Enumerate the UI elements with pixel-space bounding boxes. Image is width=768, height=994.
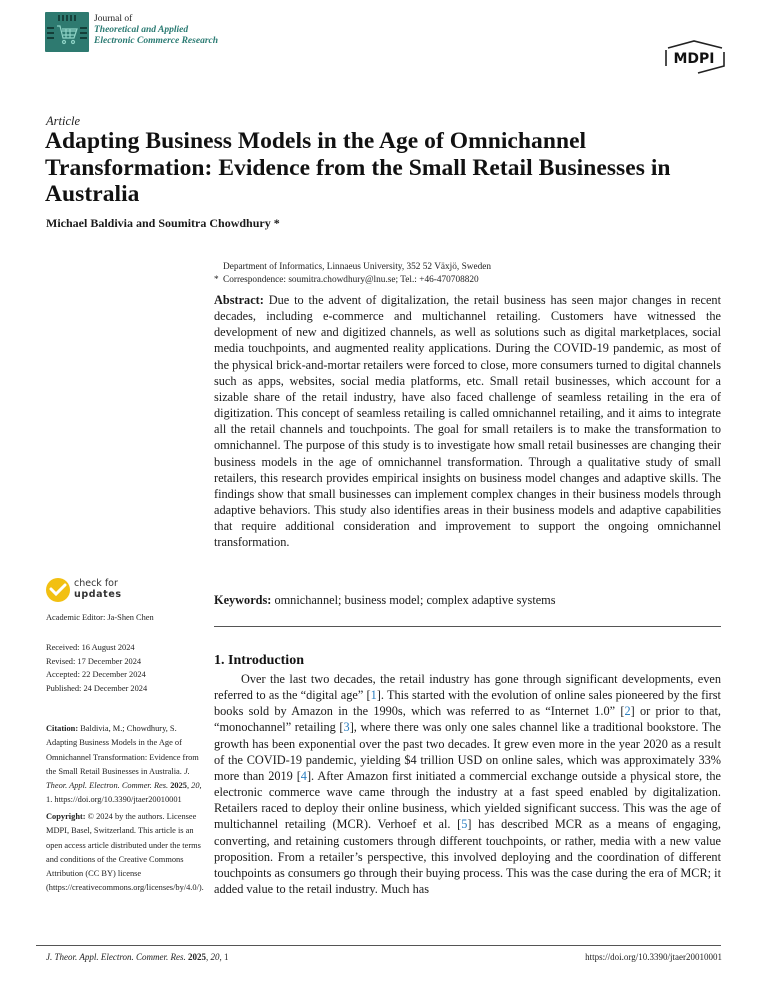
affiliation: Department of Informatics, Linnaeus University, 352 52 Växjö, Sweden — [223, 262, 491, 272]
footer-doi-link[interactable]: https://doi.org/10.3390/jtaer20010001 — [585, 952, 722, 962]
mdpi-logo — [660, 40, 728, 74]
citation-journal: J. Theor. Appl. Electron. Commer. Res. — [46, 766, 190, 791]
reference-link-4[interactable]: 4 — [300, 768, 307, 783]
journal-of-label: Journal of — [94, 14, 133, 24]
keywords — [214, 593, 721, 608]
citation-label: Citation: — [46, 724, 79, 733]
text-segment: ]. After Amazon first initiated a commercial exchange outside a physical store, the electronic commerce wave came through the industry at a fast speed enabled by digitalization. Retailers raced to deploy their online business, which yielded significant success. This was the age of multichannel retailing (MCR). Verhoef et al. [ — [214, 768, 721, 832]
copyright-label: Copyright: — [46, 812, 86, 821]
check-updates-line2: updates — [74, 588, 122, 600]
keywords-text: omnichannel; business model; complex adaptive systems — [274, 593, 556, 607]
date-revised: Revised: 17 December 2024 — [46, 656, 142, 666]
publication-dates — [46, 641, 206, 695]
copyright-notice — [46, 810, 206, 896]
text-segment: ], where there was only one sales channel like a traditional bookstore. The growth has been exponential over the past two decades. It grew even more in the year 2020 as a result of the COVID-19 pandemic, yielding $4 trillion USD on online sales, which was approximately 33% more than 2019 [ — [214, 720, 721, 783]
footer-journal: J. Theor. Appl. Electron. Commer. Res. — [46, 952, 186, 962]
academic-editor: Academic Editor: Ja-Shen Chen — [46, 613, 154, 622]
footer-year: 2025 — [188, 952, 206, 962]
affiliations — [214, 261, 491, 286]
check-mark-icon — [46, 578, 70, 602]
date-published: Published: 24 December 2024 — [46, 683, 148, 693]
correspondence-text[interactable]: Correspondence: soumitra.chowdhury@lnu.se; Tel.: +46-470708820 — [223, 274, 479, 285]
shopping-cart-icon — [45, 12, 89, 52]
correspondence — [214, 274, 491, 287]
citation-doi-link[interactable]: https://doi.org/10.3390/jtaer20010001 — [54, 795, 182, 805]
citation: Citation: Baldivia, M.; Chowdhury, S. Adapting Business Models in the Age of Omnichannel Transformation: Evidence from the Small Retail Businesses in Australia. J. Theor. Appl. Electron. Commer. Res. 2025, 20, 1. https://doi.org/10.3390/jtaer20010001 — [46, 724, 202, 805]
article-type: Article — [46, 114, 81, 128]
text-segment: ] has described MCR as a means of engaging, converting, and retaining customers through different touchpoints, or rather, media with a new value proposition. From a retailer’s perspective, this involved deploying and the coordination of different touchpoints as consumers go through their buying process. This was the case during the era of MCR; it added value to the retail industry. Much has — [214, 817, 721, 897]
text-segment: ]. This started with the evolution of online sales pioneered by the first books sold by Amazon in the 1990s, which was referred to as “Internet 1.0” [ — [214, 688, 721, 719]
introduction-paragraph — [214, 671, 721, 897]
citation-volume: 20 — [191, 781, 200, 791]
reference-link-3[interactable]: 3 — [343, 720, 350, 735]
journal-name — [94, 14, 218, 47]
citation-text: Baldivia, M.; Chowdhury, S. Adapting Business Models in the Age of Omnichannel Transformation: Evidence from the Small Retail Businesses in Australia. — [46, 724, 199, 776]
mdpi-label: MDPI — [673, 51, 715, 67]
journal-name-line1: Theoretical and Applied — [94, 25, 189, 35]
copyright-text: © 2024 by the authors. Licensee MDPI, Basel, Switzerland. This article is an open access article distributed under the terms and conditions of the Creative Commons Attribution (CC BY) license (https://creativecommons.org/licenses/by/4.0/). — [46, 812, 204, 893]
reference-link-2[interactable]: 2 — [624, 704, 631, 719]
citation-issue: , 1. — [46, 781, 202, 805]
citation-year: 2025 — [170, 781, 187, 791]
author-list: Michael Baldivia and Soumitra Chowdhury * — [46, 216, 280, 230]
abstract — [214, 292, 721, 551]
text-segment: ] or prior to that, “monochannel” retailing [ — [214, 704, 721, 735]
abstract-label: Abstract: — [214, 293, 264, 307]
footer-citation: J. Theor. Appl. Electron. Commer. Res. 2025, 20, 1 — [46, 952, 229, 962]
journal-logo — [45, 12, 89, 52]
date-accepted: Accepted: 22 December 2024 — [46, 670, 146, 679]
abstract-text: Due to the advent of digitalization, the retail business has seen major changes in recent decades, including e-commerce and multichannel retailing. Customers have witnessed the development of new and digitized channels, as well as solutions such as digital marketplaces, social media touchpoints, and augmented reality applications. During the COVID-19 pandemic, as most of the physical brick-and-mortar retailers were forced to close, more consumers turned to digital channels such as apps, websites, social media platforms, etc. Small retail businesses, which account for a sizable share of the retail industry, have also faced challenge of seamless retailing in the era of digitization. This concept of seamless retailing is called omnichannel retailing, and it aims to integrate all the retail channels and touchpoints. The goal for small retailers is to make the transformation to omnichannel. The purpose of this study is to investigate how small retail businesses are changing their business models in the age of omnichannel transformation. Through a qualitative study of small retailers, this research provides empirical insights on business model changes and adaptive skills. The findings show that small businesses can implement complex changes in their business models through adaptive behaviors. This study also identifies areas in their business models and adaptive capabilities that require additional consideration and improvement to support the ongoing omnichannel transformation. — [214, 293, 721, 550]
keywords-label: Keywords: — [214, 593, 272, 607]
section-heading-introduction: 1. Introduction — [214, 653, 304, 668]
section-divider — [214, 626, 721, 627]
footer-issue: , 1 — [219, 952, 229, 962]
check-for-updates-button[interactable] — [46, 578, 156, 606]
journal-name-line2: Electronic Commerce Research — [94, 36, 219, 46]
footer-volume: 20 — [210, 952, 220, 962]
text-segment: Over the last two decades, the retail industry has gone through significant developments, even referred to as the “digital age” [ — [214, 672, 721, 703]
footer-divider — [36, 945, 721, 946]
correspondence-marker: * — [214, 274, 219, 285]
date-received: Received: 16 August 2024 — [46, 643, 135, 652]
check-updates-line1: check for — [74, 578, 118, 589]
article-title: Adapting Business Models in the Age of Omnichannel Transformation: Evidence from the Small Retail Businesses in Australia — [45, 128, 671, 207]
reference-link-1[interactable]: 1 — [370, 688, 377, 703]
reference-link-5[interactable]: 5 — [461, 817, 468, 832]
